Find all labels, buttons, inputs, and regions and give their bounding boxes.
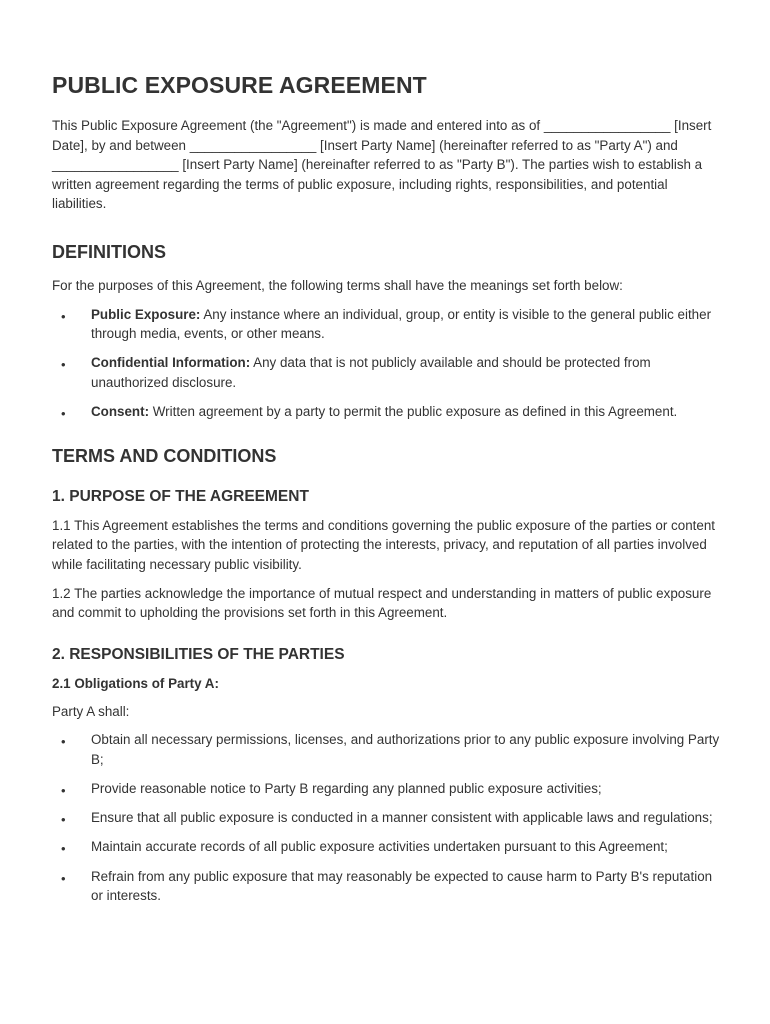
obligation-item <box>52 808 724 828</box>
definition-term: Public Exposure: <box>91 306 201 322</box>
definition-text: Written agreement by a party to permit the public exposure as defined in this Agreement. <box>152 404 678 420</box>
section1-heading: 1. PURPOSE OF THE AGREEMENT <box>52 487 309 505</box>
definitions-heading: DEFINITIONS <box>52 241 167 262</box>
document-title: PUBLIC EXPOSURE AGREEMENT <box>52 72 427 98</box>
clause-1-2: 1.2 The parties acknowledge the importance of mutual respect and understanding in matters of public exposure and commit to upholding the provisions set forth in this Agreement. <box>52 585 712 621</box>
bullet-icon: • <box>61 841 66 857</box>
definitions-intro: For the purposes of this Agreement, the following terms shall have the meanings set forth below: <box>52 277 623 293</box>
obligation-text: Refrain from any public exposure that may reasonably be expected to cause harm to Party B's reputation or interests. <box>91 868 713 904</box>
definition-item <box>52 353 724 392</box>
obligation-text: Maintain accurate records of all public exposure activities undertaken pursuant to this Agreement; <box>91 839 668 855</box>
obligation-text: Provide reasonable notice to Party B regarding any planned public exposure activities; <box>91 781 602 797</box>
definition-term: Confidential Information: <box>91 355 251 371</box>
bullet-icon: • <box>61 406 66 422</box>
obligation-item <box>52 730 724 769</box>
section2-heading: 2. RESPONSIBILITIES OF THE PARTIES <box>52 645 345 663</box>
definition-text: Any data that is not publicly available and should be protected from unauthorized disclosure. <box>91 355 651 390</box>
terms-heading: TERMS AND CONDITIONS <box>52 445 277 466</box>
obligation-text: Ensure that all public exposure is conducted in a manner consistent with applicable laws and regulations; <box>91 810 713 826</box>
definition-item <box>52 305 724 344</box>
bullet-icon: • <box>61 870 66 886</box>
bullet-icon: • <box>61 812 66 828</box>
bullet-icon: • <box>61 734 66 750</box>
bullet-icon: • <box>61 783 66 799</box>
bullet-icon: • <box>61 308 66 324</box>
definition-term: Consent: <box>91 404 150 420</box>
subsection-2-1-heading: 2.1 Obligations of Party A: <box>52 675 219 691</box>
intro-paragraph: This Public Exposure Agreement (the "Agreement") is made and entered into as of _________________ [Insert Date], by and between _________________ [Insert Party Name] (hereinafter referred to as "Party A") and _________________ [Insert Party Name] (hereinafter referred to as "Party B"). The parties wish to establish a written agreement regarding the terms of public exposure, including rights, responsibilities, and potential liabilities. <box>52 118 712 212</box>
obligation-text: Obtain all necessary permissions, licenses, and authorizations prior to any public exposure involving Party B; <box>91 732 720 767</box>
bullet-icon: • <box>61 357 66 373</box>
clause-1-1: 1.1 This Agreement establishes the terms and conditions governing the public exposure of the parties or content related to the parties, with the intention of protecting the interests, privacy, and reputation of all parties involved while facilitating necessary public visibility. <box>52 517 715 572</box>
party-a-obligations-list <box>52 730 724 906</box>
obligation-item <box>52 837 724 857</box>
obligation-item <box>52 867 724 906</box>
definition-item <box>52 402 724 422</box>
definition-text: Any instance where an individual, group, or entity is visible to the general public either through media, events, or other means. <box>91 306 712 342</box>
definitions-list <box>52 305 724 422</box>
party-a-lead: Party A shall: <box>52 703 130 719</box>
document-page <box>52 70 724 915</box>
obligation-item <box>52 779 724 799</box>
